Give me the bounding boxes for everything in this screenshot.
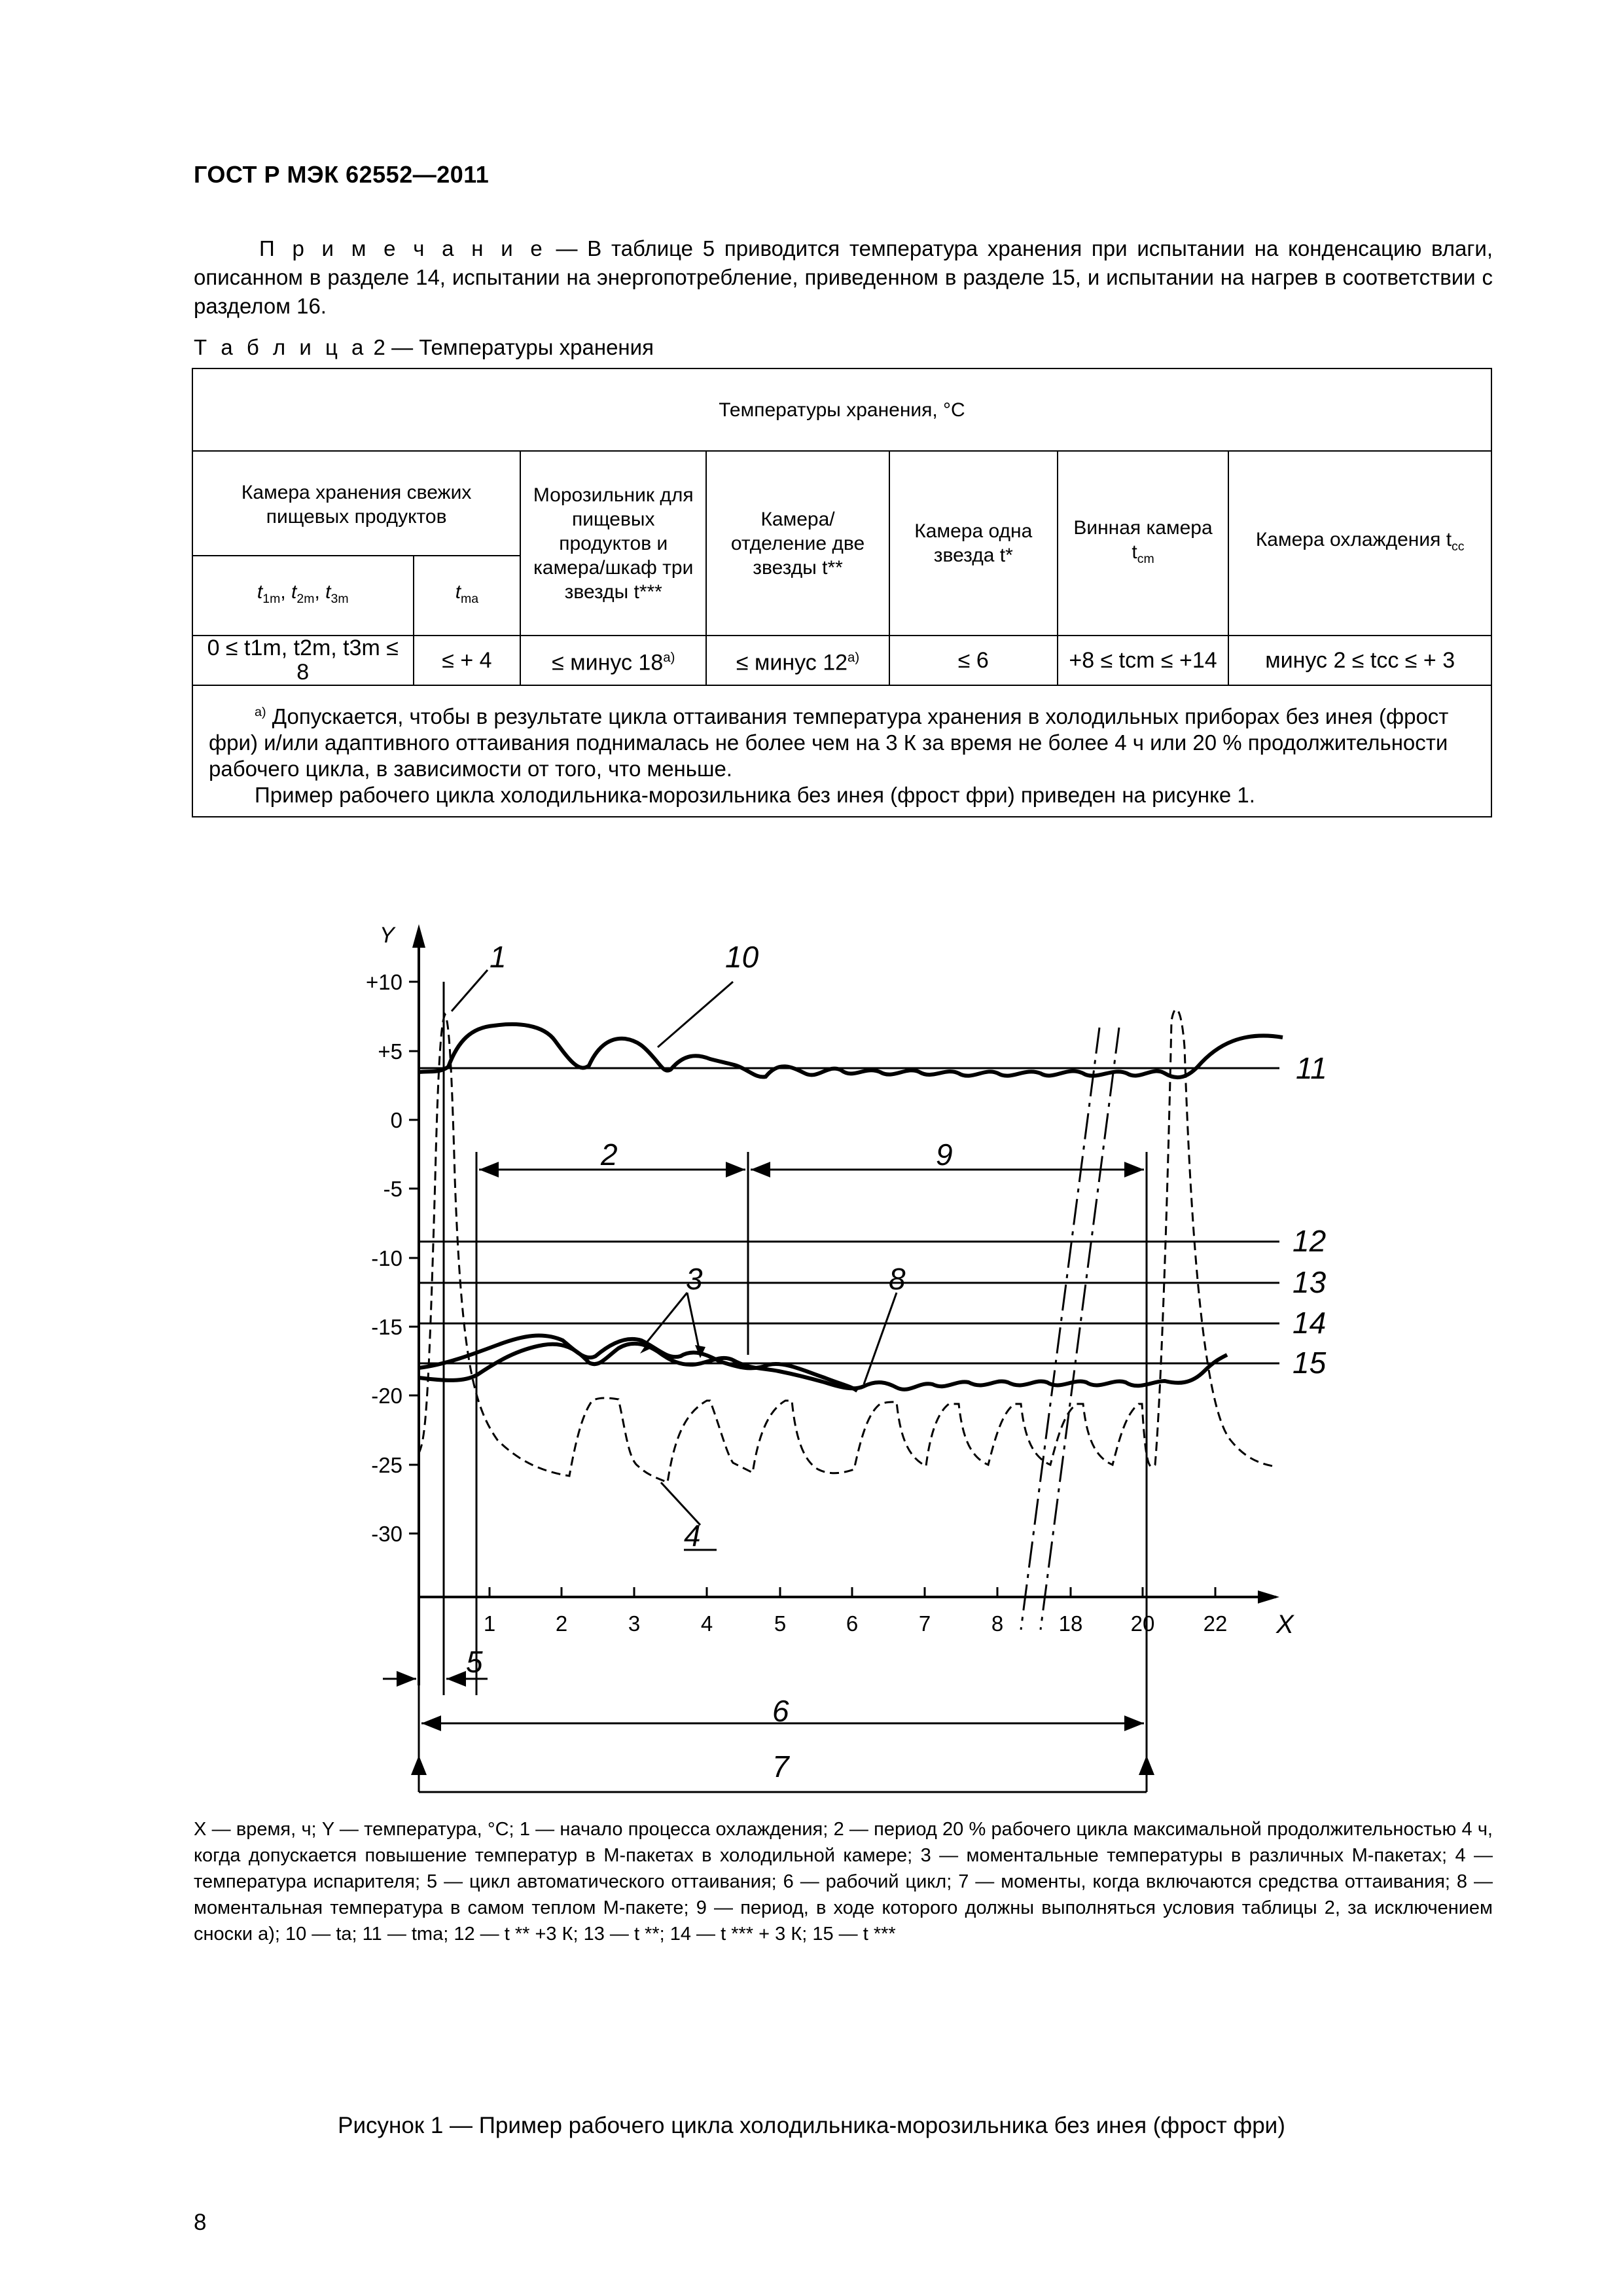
t2-symbol: t bbox=[291, 581, 297, 603]
x-tick-labels bbox=[484, 1611, 1228, 1636]
curve-warmest-package bbox=[419, 1344, 1227, 1390]
header-one-star: Камера одна звезда t* bbox=[889, 451, 1058, 636]
table-caption bbox=[194, 335, 654, 360]
x-tick-label: 8 bbox=[991, 1611, 1004, 1636]
x-tick-label: 5 bbox=[774, 1611, 787, 1636]
y-tick-label: +5 bbox=[378, 1039, 402, 1064]
value-two-star bbox=[706, 636, 889, 685]
y-tick-label: -30 bbox=[371, 1522, 402, 1546]
y-tick-label: -20 bbox=[371, 1384, 402, 1408]
value-two-star-sup: a) bbox=[847, 650, 860, 665]
value-cooling: минус 2 ≤ tcc ≤ + 3 bbox=[1228, 636, 1491, 685]
table-title: Температуры хранения, °С bbox=[192, 368, 1491, 451]
header-wine-sub: cm bbox=[1137, 551, 1154, 566]
t3-sub: 3m bbox=[330, 592, 349, 606]
x-tick-label: 4 bbox=[700, 1611, 713, 1636]
figure-legend: X — время, ч; Y — температура, °С; 1 — начало процесса охлаждения; 2 — период 20 % рабочего цикла максимальной продолжительностью 4 ч, когда допускается повышение температур в М-пакетах в холодильной камере; 3 — моментальные температуры в различных М-пакетах; 4 — температура испарителя; 5 — цикл автоматического оттаивания; 6 — рабочий цикл; 7 — моменты, когда включаются средства оттаивания; 8 — моментальная температура в самом теплом М-пакете; 9 — период, в ходе которого должны выполняться условия таблицы 2, за исключением сноски а); 10 — tа; 11 — tma; 12 — t ** +3 К; 13 — t **; 14 — t *** + 3 К; 15 — t *** bbox=[194, 1819, 1493, 1945]
callout-9: 9 bbox=[936, 1138, 953, 1172]
header-freezer bbox=[520, 451, 706, 636]
callout-1: 1 bbox=[490, 940, 507, 974]
x-tick-label: 18 bbox=[1058, 1611, 1083, 1636]
callout-2: 2 bbox=[601, 1138, 618, 1172]
table-caption-text: 2 — Температуры хранения bbox=[367, 335, 654, 359]
document-header: ГОСТ Р МЭК 62552—2011 bbox=[194, 161, 490, 188]
y-axis-label: Y bbox=[380, 923, 395, 948]
value-fresh: 0 ≤ t1m, t2m, t3m ≤ 8 bbox=[192, 636, 414, 685]
t3-symbol: t bbox=[325, 581, 331, 603]
footnote-sup: а) bbox=[255, 705, 266, 719]
x-tick-label: 20 bbox=[1130, 1611, 1155, 1636]
t1-sub: 1m bbox=[262, 592, 281, 606]
t1-symbol: t bbox=[257, 581, 263, 603]
x-tick-label: 6 bbox=[846, 1611, 859, 1636]
callout-11: 11 bbox=[1296, 1051, 1327, 1085]
callout-12: 12 bbox=[1293, 1224, 1327, 1258]
curve-evaporator bbox=[419, 1009, 1273, 1482]
header-wine bbox=[1058, 451, 1229, 636]
value-two-star-text: ≤ минус 12 bbox=[736, 650, 848, 675]
x-axis-arrow bbox=[1258, 1590, 1279, 1604]
y-tick-label: -5 bbox=[383, 1177, 402, 1201]
tma-sub: ma bbox=[461, 592, 479, 606]
x-axis-label: X bbox=[1276, 1610, 1294, 1639]
value-wine: +8 ≤ tcm ≤ +14 bbox=[1058, 636, 1229, 685]
curve-ta bbox=[419, 1024, 1283, 1077]
x-tick-label: 2 bbox=[555, 1611, 568, 1636]
value-freezer-sup: a) bbox=[663, 650, 675, 665]
header-fresh-t: $t_{1m}$, $t_{2m}$, $t_{3m}$ bbox=[192, 556, 414, 636]
figure-1-diagram bbox=[0, 903, 1623, 1806]
callout-6: 6 bbox=[772, 1694, 789, 1728]
y-tick-label: +10 bbox=[366, 970, 402, 994]
y-tick-label: 0 bbox=[390, 1108, 402, 1132]
table-caption-prefix: Т а б л и ц а bbox=[194, 335, 368, 359]
x-tick-label: 3 bbox=[628, 1611, 641, 1636]
header-two-star: Камера/ отделение две звезды t** bbox=[706, 451, 889, 636]
footnote-text: Допускается, чтобы в результате цикла оттаивания температура хранения в холодильных приборах без инея (фрост фри) и/или адаптивного оттаивания поднималась не более чем на 3 К за время не более 4 ч или 20 % продолжительности рабочего цикла, в зависимости от того, что меньше. bbox=[209, 704, 1449, 781]
y-tick-labels bbox=[366, 970, 402, 1546]
figure-title: Рисунок 1 — Пример рабочего цикла холодильника-морозильника без инея (фрост фри) bbox=[338, 2113, 1285, 2138]
header-cooling-text: Камера охлаждения t bbox=[1255, 529, 1452, 550]
callout-10: 10 bbox=[725, 940, 759, 974]
y-tick-label: -25 bbox=[371, 1453, 402, 1477]
storage-temperature-table bbox=[192, 368, 1492, 817]
x-tick-label: 1 bbox=[483, 1611, 496, 1636]
callout-3: 3 bbox=[686, 1262, 703, 1296]
table-footnote bbox=[192, 685, 1491, 817]
callout-14: 14 bbox=[1293, 1306, 1327, 1340]
note-prefix: П р и м е ч а н и е bbox=[259, 236, 546, 260]
x-tick-label: 7 bbox=[918, 1611, 931, 1636]
y-tick-label: -10 bbox=[371, 1246, 402, 1270]
y-tick-label: -15 bbox=[371, 1315, 402, 1339]
footnote-a bbox=[209, 699, 1475, 782]
callout-4: 4 bbox=[684, 1518, 701, 1552]
footnote-example-text: Пример рабочего цикла холодильника-морозильника без инея (фрост фри) приведен на рисунке 1. bbox=[255, 783, 1255, 807]
header-wine-text: Винная камера t bbox=[1073, 516, 1213, 563]
value-freezer-text: ≤ минус 18 bbox=[552, 650, 664, 675]
x-tick-label: 22 bbox=[1203, 1611, 1228, 1636]
header-freezer-text: Морозильник для пищевых продуктов и камера/шкаф три звезды t*** bbox=[533, 484, 694, 603]
tma-symbol: t bbox=[455, 581, 461, 603]
header-cooling bbox=[1228, 451, 1491, 636]
note-text: — В таблице 5 приводится температура хранения при испытании на конденсацию влаги, описанном в разделе 14, испытании на энергопотребление, приведенном в разделе 15, и испытании на нагрев в соответствии с разделом 16. bbox=[194, 236, 1493, 318]
header-cooling-sub: cc bbox=[1452, 539, 1465, 554]
callout-13: 13 bbox=[1293, 1265, 1327, 1299]
y-axis-arrow bbox=[412, 924, 425, 948]
callout-5: 5 bbox=[466, 1645, 483, 1679]
value-one-star: ≤ 6 bbox=[889, 636, 1058, 685]
y-tick-marks bbox=[409, 982, 419, 1534]
t2-sub: 2m bbox=[296, 592, 315, 606]
value-freezer bbox=[520, 636, 706, 685]
footnote-example bbox=[209, 782, 1475, 808]
x-tick-marks bbox=[490, 1587, 1215, 1597]
value-ma: ≤ + 4 bbox=[414, 636, 521, 685]
callout-7: 7 bbox=[772, 1749, 789, 1784]
leader-lines bbox=[452, 970, 897, 1525]
page-number: 8 bbox=[194, 2210, 207, 2235]
note-paragraph bbox=[194, 234, 1493, 321]
header-fresh-food: Камера хранения свежих пищевых продуктов bbox=[192, 451, 520, 556]
axis-break-lines bbox=[1021, 1028, 1119, 1630]
callout-8: 8 bbox=[889, 1262, 906, 1296]
header-ma bbox=[414, 556, 521, 636]
callout-15: 15 bbox=[1293, 1346, 1327, 1380]
